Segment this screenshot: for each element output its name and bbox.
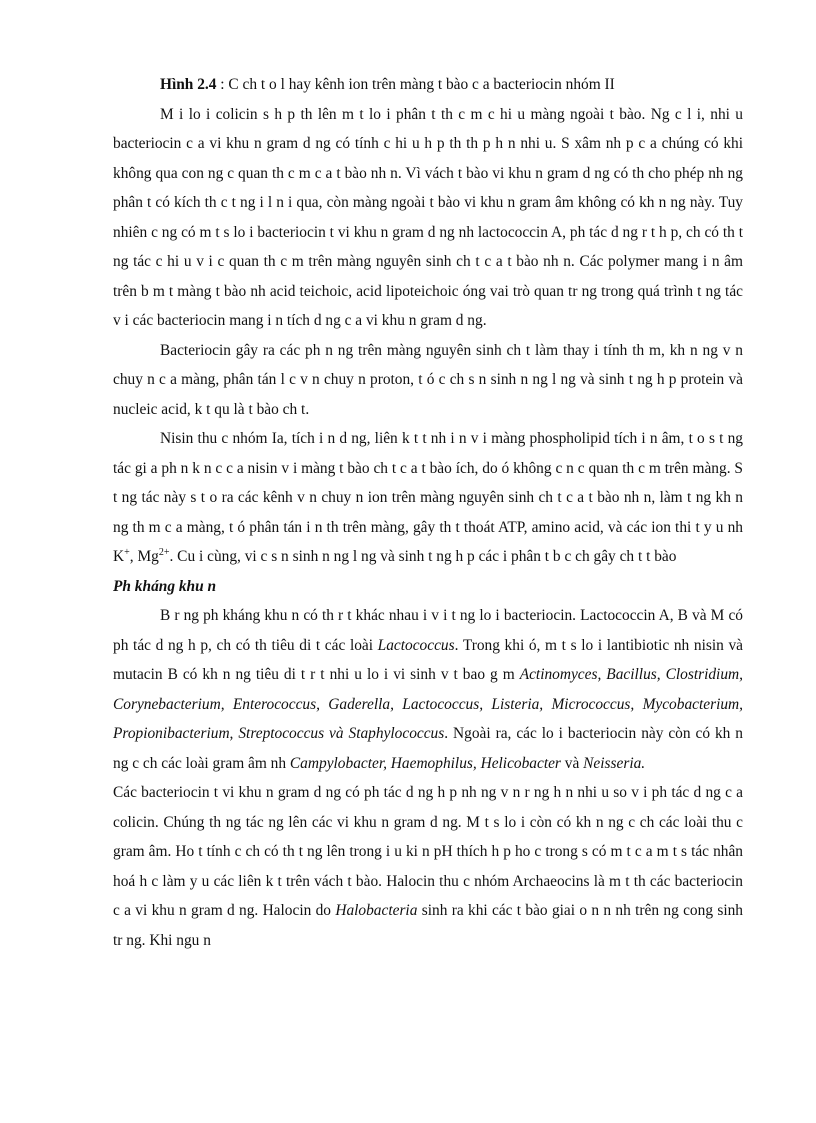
halocin-text-a: Các bacteriocin t vi khu n gram d ng có ph tác d ng h p nh ng v n r ng h n nhi u so v i ph tác d ng c a colicin. Chúng th ng tác ng lên các vi khu n gram d ng. M t s lo i còn có kh n ng c ch các loài thu c gram âm. Ho t tính c ch có th t ng lên trong i u ki n pH thích h p ho c trong s có m t c a m t s tác nhân hoá h c làm y u các liên k t trên vách t bào. Halocin thu c nhóm Archaeocins là m t th các bacteriocin c a vi khu n gram d ng. Halocin do [113,784,743,919]
figure-caption-text: : C ch t o l hay kênh ion trên màng t bào c a bacteriocin nhóm II [216,76,615,93]
genus-list: Actinomyces, Bacillus, Clostridium, Corynebacterium, Enterococcus, Gaderella, Lactococcus, Listeria, Micrococcus, Mycobacterium, Propionibacterium, Streptococcus và Staphylococcus [113,666,743,742]
gram-negative-genera: Campylobacter, Haemophilus, Helicobacter [289,754,561,772]
superscript-k: + [124,546,130,558]
paragraph-antibacterial-spectrum [113,601,743,778]
genus-halobacteria: Halobacteria [335,902,418,919]
genus-lactococcus: Lactococcus [377,636,455,654]
conjunction-text: và [560,754,584,772]
paragraph-colicin: M i lo i colicin s h p th lên m t lo i phân t th c m c hi u màng ngoài t bào. Ng c l i, nhi u bacteriocin c a vi khu n gram d ng có tính c hi u h p th th p h n nhi u. S xâm nh p c a chúng có khi không qua con ng c quan th c m c a t bào nh n. Vì vách t bào vi khu n gram d ng có th cho phép nh ng phân t có kích th c t ng i l n i qua, còn màng ngoài t bào vi khu n gram âm không có kh n ng này. Tuy nhiên c ng có m t s lo i bacteriocin t vi khu n gram d ng nh lactococcin A, ph tác d ng r t h p, ch có th t ng tác c hi u v i c quan th c m trên màng nguyên sinh ch t c a t bào nh n. Các polymer mang i n âm trên b m t màng t bào nh acid teichoic, acid lipoteichoic óng vai trò quan tr ng trong quá trình t ng tác v i các bacteriocin mang i n tích d ng c a vi khu n gram d ng. [113,105,743,329]
paragraph-nisin [113,424,743,572]
halocin-text-b: sinh ra khi các t bào giai o n n nh trên ng cong sinh tr ng. Khi ngu n [113,902,743,949]
nisin-text: Nisin thu c nhóm Ia, tích i n d ng, liên k t t nh i n v i màng phospholipid tích i n âm, t o s t ng tác gi a ph n k n c c a nisin v i màng t bào ch t c a t bào ích, do ó không c n c quan th c m trên màng. S t ng tác này s t o ra các kênh v n chuy n ion trên màng nguyên sinh ch t c a t bào nh n, làm t ng kh n ng th m c a màng, t ó phân tán i n th trên màng, gây th t thoát ATP, amino acid, và các ion thi t y u nh K [113,430,743,565]
nisin-text-end: . Cu i cùng, vi c s n sinh n ng l ng và sinh t ng h p các i phân t b c ch gây ch t t bào [169,548,677,565]
paragraph-halocin [113,778,743,955]
figure-label: Hình 2.4 [160,76,217,93]
figure-caption [113,70,743,100]
spectrum-text-c: . Ngoài ra, các lo i bacteriocin này còn có kh n ng c ch các loài gram âm nh [113,725,744,772]
spectrum-text-b: . Trong khi ó, m t s lo i lantibiotic nh nisin và mutacin B có kh n ng tiêu di t r t nhi u lo i vi sinh v t bao g m [113,636,743,683]
superscript-mg: 2+ [158,546,170,558]
section-heading: Ph kháng khu n [113,577,217,595]
spectrum-text-a: B r ng ph kháng khu n có th r t khác nhau i v i t ng lo i bacteriocin. Lactococcin A, B và M có ph tác d ng h p, ch có th tiêu di t các loài [113,607,743,654]
mg-text: , Mg [129,548,159,565]
genus-neisseria: Neisseria. [583,754,646,772]
document-page [113,70,743,955]
paragraph-membrane-effects: Bacteriocin gây ra các ph n ng trên màng nguyên sinh ch t làm thay i tính th m, kh n ng v n chuy n c a màng, phân tán l c v n chuy n proton, t ó c ch s n sinh n ng l ng và sinh t ng h p protein và nucleic acid, k t qu là t bào ch t. [113,341,743,418]
